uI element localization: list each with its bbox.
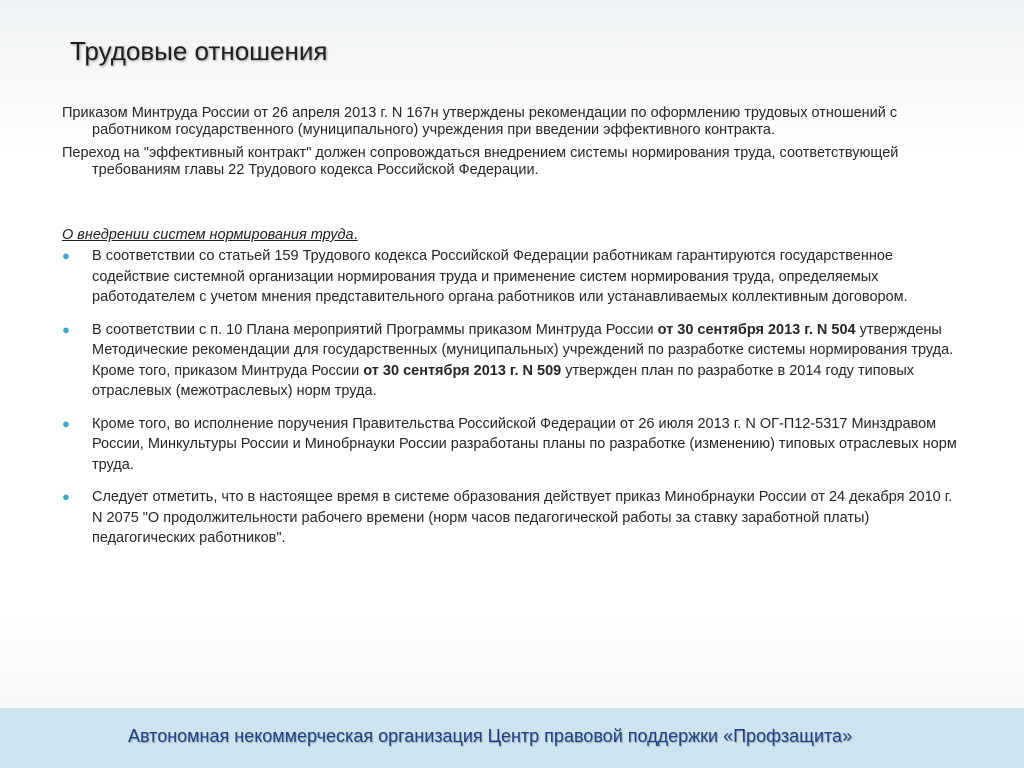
order-509-reference: от 30 сентября 2013 г. N 509 — [363, 362, 562, 379]
footer-organization-name: Автономная некоммерческая организация Центр правовой поддержки «Профзащита» — [128, 726, 853, 746]
slide-title: Трудовые отношения — [70, 36, 328, 66]
list-item-text: утверждены Методические рекомендации для государственных (муниципальных) учреждений по разработке системы нормирования труда. Кроме того, приказом Минтруда России — [92, 321, 954, 379]
bullet-list — [62, 246, 962, 549]
list-item — [62, 246, 962, 308]
list-item-text: Кроме того, во исполнение поручения Правительства Российской Федерации от 26 июля 2013 г. N ОГ-П12-5317 Минздравом России, Минкультуры России и Минобрнауки России разработаны планы по разработке (изменению) типовых отраслевых норм труда. — [92, 415, 957, 473]
section-heading-text: О внедрении систем нормирования труда — [62, 227, 354, 243]
list-item-text: утвержден план по разработке в 2014 году типовых отраслевых (межотраслевых) норм труда. — [92, 362, 914, 399]
bullet-dot-icon: ● — [62, 489, 70, 504]
list-item — [62, 487, 962, 549]
bullet-dot-icon: ● — [62, 321, 70, 337]
list-item-text: Следует отметить, что в настоящее время в системе образования действует приказ Минобрнауки России от 24 декабря 2010 г. N 2075 "О продолжительности рабочего времени (норм часов педагогической работы за ставку заработной платы) педагогических работников". — [92, 489, 953, 546]
list-item — [62, 320, 962, 402]
intro-paragraph: Приказом Минтруда России от 26 апреля 2013 г. N 167н утверждены рекомендации по оформлению трудовых отношений с работником государственного (муниципального) учреждения при введении эффективного контракта. — [62, 105, 898, 138]
bullet-dot-icon: ● — [62, 415, 70, 431]
footer-bar — [0, 708, 1024, 768]
list-item-text: В соответствии с п. 10 Плана мероприятий Программы приказом Минтруда России — [92, 321, 658, 338]
order-504-reference: от 30 сентября 2013 г. N 504 — [657, 321, 856, 338]
slide-content — [62, 105, 962, 561]
bullet-dot-icon: ● — [62, 248, 70, 263]
section-heading — [62, 227, 962, 244]
list-item-text: В соответствии со статьей 159 Трудового кодекса Российской Федерации работникам гарантируются государственное содействие системной организации нормирования труда и применение систем нормирования труда, определяемых работодателем с учетом мнения представительного органа работников или устанавливаемых коллективным договором. — [92, 248, 908, 305]
section-heading-period: . — [353, 227, 358, 243]
list-item — [62, 414, 962, 476]
intro-paragraph: Переход на "эффективный контракт" должен сопровождаться внедрением системы нормирования труда, соответствующей требованиям главы 22 Трудового кодекса Российской Федерации. — [62, 145, 899, 178]
